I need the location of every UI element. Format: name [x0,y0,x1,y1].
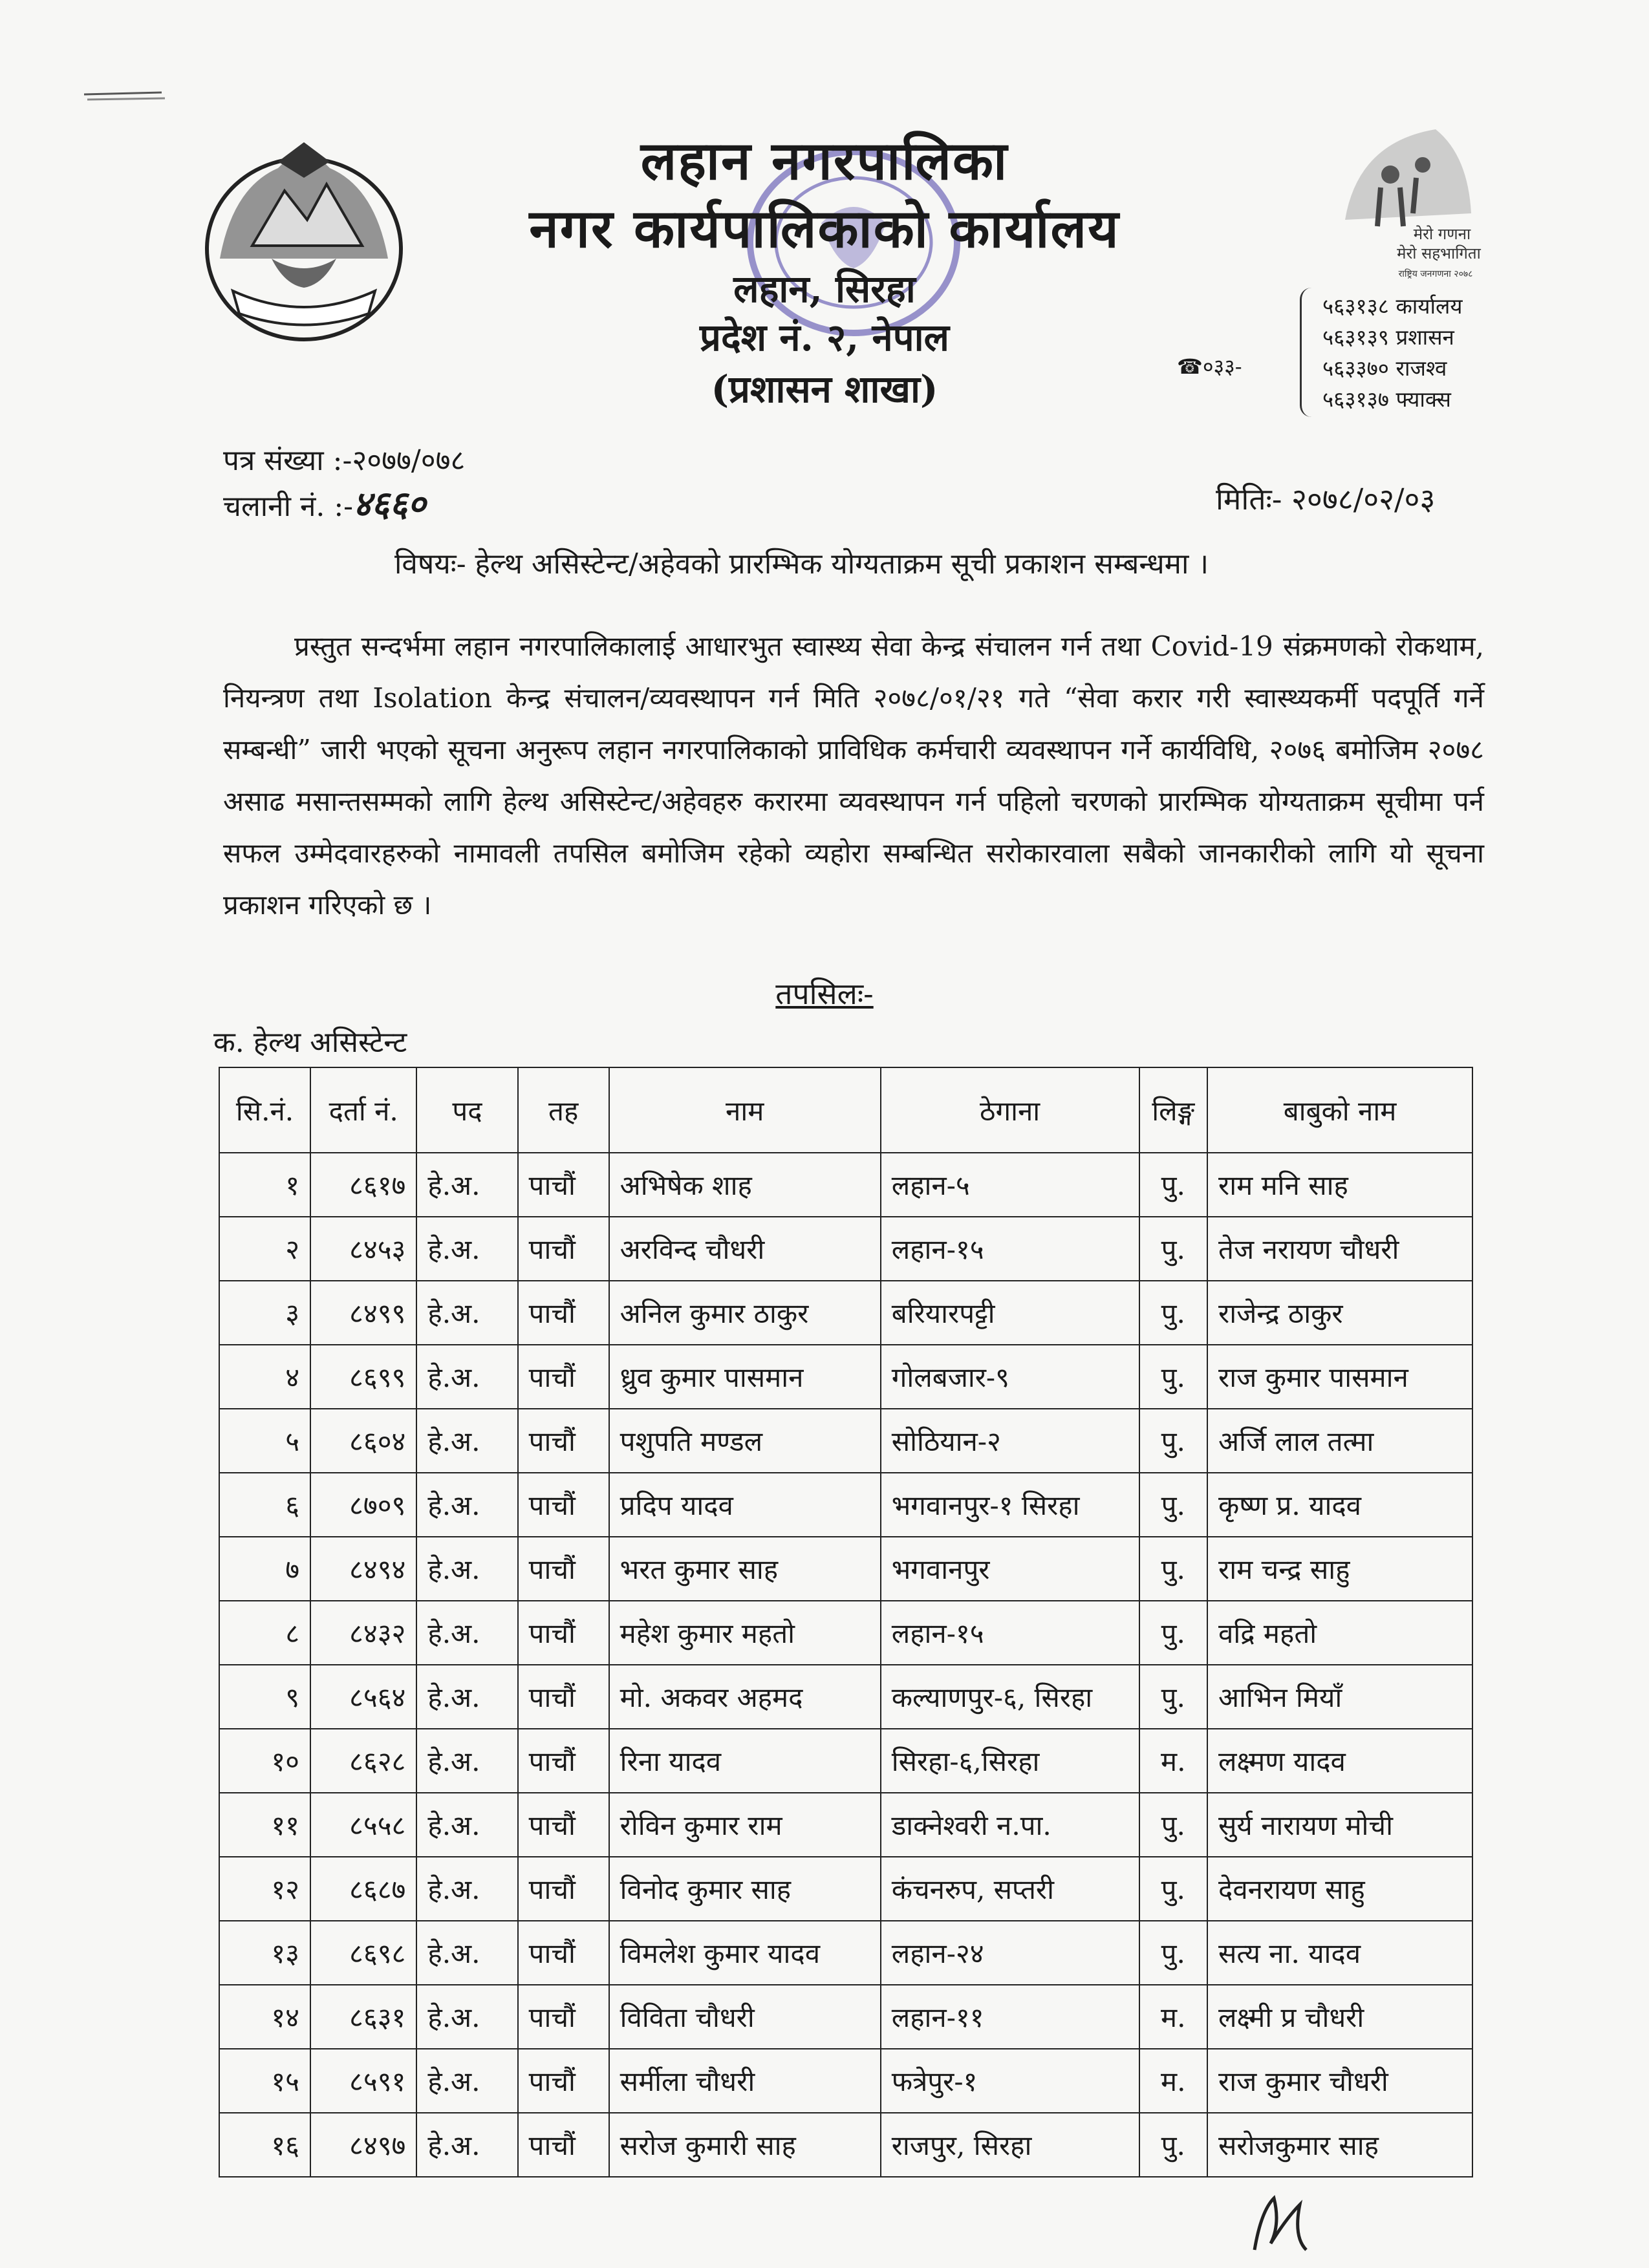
cell-level: पाचौं [518,1345,609,1409]
cell-gender: म. [1139,2049,1208,2113]
cell-gender: पु. [1139,1345,1208,1409]
cell-gender: पु. [1139,1665,1208,1729]
municipality-name: लहान नगरपालिका [640,130,1009,192]
cell-father: राज कुमार पासमान [1207,1345,1472,1409]
cell-address: लहान-१५ [881,1601,1139,1665]
cell-reg: ८६३१ [310,1985,416,2049]
header-level: तह [518,1067,609,1153]
cell-reg: ८७०९ [310,1473,416,1537]
cell-post: हे.अ. [416,1601,517,1665]
cell-sn: ७ [219,1537,310,1601]
cell-sn: १५ [219,2049,310,2113]
cell-sn: ८ [219,1601,310,1665]
cell-address: सिरहा-६,सिरहा [881,1729,1139,1793]
table-row [219,2049,1472,2113]
table-row [219,1409,1472,1473]
table-row [219,1537,1472,1601]
cell-reg: ८६२८ [310,1729,416,1793]
cell-reg: ८६१७ [310,1153,416,1217]
cell-name: सरोज कुमारी साह [609,2113,881,2177]
table-row [219,1921,1472,1985]
branch-name: (प्रशासन शाखा) [711,367,938,411]
cell-address: लहान-५ [881,1153,1139,1217]
cell-father: कृष्ण प्र. यादव [1207,1473,1472,1537]
cell-post: हे.अ. [416,1537,517,1601]
cell-father: लक्ष्मी प्र चौधरी [1207,1985,1472,2049]
cell-gender: पु. [1139,1473,1208,1537]
cell-father: राज कुमार चौधरी [1207,2049,1472,2113]
cell-sn: ५ [219,1409,310,1473]
cell-level: पाचौं [518,1601,609,1665]
cell-father: राम चन्द्र साहु [1207,1537,1472,1601]
office-name: नगर कार्यपालिकाको कार्यालय [529,198,1120,260]
cell-reg: ८६९८ [310,1921,416,1985]
cell-father: अर्जि लाल तत्मा [1207,1409,1472,1473]
cell-post: हे.अ. [416,1153,517,1217]
cell-gender: पु. [1139,1281,1208,1345]
cell-level: पाचौं [518,1153,609,1217]
table-row [219,1729,1472,1793]
header-post: पद [416,1067,517,1153]
cell-father: तेज नरायण चौधरी [1207,1217,1472,1281]
cell-name: पशुपति मण्डल [609,1409,881,1473]
cell-father: सत्य ना. यादव [1207,1921,1472,1985]
cell-level: पाचौं [518,1537,609,1601]
cell-sn: ४ [219,1345,310,1409]
dispatch-number [223,478,426,526]
cell-level: पाचौं [518,1985,609,2049]
cell-sn: ११ [219,1793,310,1857]
cell-name: प्रदिप यादव [609,1473,881,1537]
cell-name: अरविन्द चौधरी [609,1217,881,1281]
header-gender: लिङ्ग [1139,1067,1208,1153]
cell-father: देवनरायण साहु [1207,1857,1472,1921]
letter-subject: विषयः- हेल्थ असिस्टेन्ट/अहेवको प्रारम्भिक योग्यताक्रम सूची प्रकाशन सम्बन्धमा । [394,548,1209,581]
cell-reg: ८५९१ [310,2049,416,2113]
cell-address: सोठियान-२ [881,1409,1139,1473]
cell-reg: ८४९४ [310,1537,416,1601]
cell-sn: १ [219,1153,310,1217]
cell-post: हे.अ. [416,1281,517,1345]
cell-sn: ३ [219,1281,310,1345]
phone-admin: ५६३१३९ प्रशासन [1322,325,1454,350]
cell-address: भगवानपुर [881,1537,1139,1601]
paper-clip-mark [84,91,168,102]
cell-level: पाचौं [518,1729,609,1793]
svg-text:मेरो गणना: मेरो गणना [1413,225,1471,243]
phone-list [1322,291,1463,415]
cell-post: हे.अ. [416,1729,517,1793]
cell-name: अनिल कुमार ठाकुर [609,1281,881,1345]
cell-reg: ८४९७ [310,2113,416,2177]
cell-gender: पु. [1139,1537,1208,1601]
phone-prefix: ☎०३३- [1177,354,1242,379]
cell-name: महेश कुमार महतो [609,1601,881,1665]
cell-address: कल्याणपुर-६, सिरहा [881,1665,1139,1729]
signature-mark [1242,2185,1319,2256]
cell-sn: १२ [219,1857,310,1921]
cell-gender: पु. [1139,1153,1208,1217]
cell-sn: १४ [219,1985,310,2049]
phone-brace [1300,288,1316,417]
cell-gender: पु. [1139,2113,1208,2177]
section-label: क. हेल्थ असिस्टेन्ट [213,1026,407,1059]
cell-name: भरत कुमार साह [609,1537,881,1601]
candidate-table [219,1067,1473,2177]
cell-post: हे.अ. [416,1345,517,1409]
cell-level: पाचौं [518,1793,609,1857]
cell-post: हे.अ. [416,1921,517,1985]
cell-sn: २ [219,1217,310,1281]
cell-father: राजेन्द्र ठाकुर [1207,1281,1472,1345]
cell-name: सर्मीला चौधरी [609,2049,881,2113]
cell-post: हे.अ. [416,1409,517,1473]
cell-father: लक्ष्मण यादव [1207,1729,1472,1793]
cell-post: हे.अ. [416,1985,517,2049]
cell-name: विनोद कुमार साह [609,1857,881,1921]
cell-reg: ८६०४ [310,1409,416,1473]
header-sn: सि.नं. [219,1067,310,1153]
table-row [219,1217,1472,1281]
cell-sn: १६ [219,2113,310,2177]
cell-address: भगवानपुर-१ सिरहा [881,1473,1139,1537]
cell-level: पाचौं [518,1665,609,1729]
cell-address: राजपुर, सिरहा [881,2113,1139,2177]
cell-level: पाचौं [518,1857,609,1921]
cell-father: सुर्य नारायण मोची [1207,1793,1472,1857]
cell-gender: पु. [1139,1217,1208,1281]
cell-sn: १० [219,1729,310,1793]
cell-father: सरोजकुमार साह [1207,2113,1472,2177]
table-row [219,1473,1472,1537]
cell-post: हे.अ. [416,1473,517,1537]
table-header-row [219,1067,1472,1153]
office-location: लहान, सिरहा [733,267,916,311]
header-name: नाम [609,1067,881,1153]
header-address: ठेगाना [881,1067,1139,1153]
cell-sn: ९ [219,1665,310,1729]
cell-father: वद्रि महतो [1207,1601,1472,1665]
cell-name: विमलेश कुमार यादव [609,1921,881,1985]
svg-text:राष्ट्रिय जनगणना २०७८: राष्ट्रिय जनगणना २०७८ [1398,269,1473,279]
cell-address: लहान-११ [881,1985,1139,2049]
cell-address: बरियारपट्टी [881,1281,1139,1345]
table-row [219,1281,1472,1345]
cell-address: लहान-१५ [881,1217,1139,1281]
table-row [219,1665,1472,1729]
cell-level: पाचौं [518,2049,609,2113]
cell-father: आभिन मियाँ [1207,1665,1472,1729]
table-row [219,1601,1472,1665]
province-line: प्रदेश नं. २, नेपाल [699,316,950,359]
cell-post: हे.अ. [416,1857,517,1921]
cell-gender: पु. [1139,1793,1208,1857]
cell-address: डाक्नेश्वरी न.पा. [881,1793,1139,1857]
dispatch-value: ४६६० [353,484,426,524]
cell-address: कंचनरुप, सप्तरी [881,1857,1139,1921]
cell-sn: १३ [219,1921,310,1985]
cell-gender: पु. [1139,1601,1208,1665]
svg-text:मेरो सहभागिता: मेरो सहभागिता [1397,244,1481,262]
cell-level: पाचौं [518,1473,609,1537]
cell-post: हे.अ. [416,1665,517,1729]
cell-reg: ८५५८ [310,1793,416,1857]
cell-name: ध्रुव कुमार पासमान [609,1345,881,1409]
annex-heading: तपसिलः- [775,976,874,1011]
letter-body: प्रस्तुत सन्दर्भमा लहान नगरपालिकालाई आधारभुत स्वास्थ्य सेवा केन्द्र संचालन गर्न तथा Covid-19 संक्रमणको रोकथाम, नियन्त्रण तथा Isolation केन्द्र संचालन/व्यवस्थापन गर्न मिति २०७८/०१/२१ गते “सेवा करार गरी स्वास्थ्यकर्मी पदपूर्ति गर्ने सम्बन्धी” जारी भएको सूचना अनुरूप लहान नगरपालिकाको प्राविधिक कर्मचारी व्यवस्थापन गर्ने कार्यविधि, २०७६ बमोजिम २०७८ असाढ मसान्तसम्मको लागि हेल्थ असिस्टेन्ट/अहेवहरु करारमा व्यवस्थापन गर्न पहिलो चरणको प्रारम्भिक योग्यताक्रम सूचीमा पर्न सफल उम्मेदवारहरुको नामावली तपसिल बमोजिम रहेको व्यहोरा सम्बन्धित सरोकारवाला सबैको जानकारीको लागि यो सूचना प्रकाशन गरिएको छ । [223,630,1484,921]
cell-reg: ८४५३ [310,1217,416,1281]
cell-post: हे.अ. [416,1793,517,1857]
table-row [219,2113,1472,2177]
phone-fax: ५६३१३७ फ्याक्स [1322,387,1451,412]
letter-date: मितिः- २०७८/०२/०३ [1216,482,1436,517]
header-father: बाबुको नाम [1207,1067,1472,1153]
cell-gender: पु. [1139,1857,1208,1921]
cell-address: गोलबजार-९ [881,1345,1139,1409]
cell-level: पाचौं [518,1409,609,1473]
cell-reg: ८४९९ [310,1281,416,1345]
letter-reference: पत्र संख्या :-२०७७/०७८ [223,444,466,477]
phone-revenue: ५६३३७० राजश्व [1322,356,1447,381]
dispatch-label: चलानी नं. :- [223,490,354,523]
cell-post: हे.अ. [416,2049,517,2113]
table-row [219,1985,1472,2049]
table-row [219,1793,1472,1857]
table-row [219,1857,1472,1921]
cell-gender: म. [1139,1729,1208,1793]
cell-post: हे.अ. [416,2113,517,2177]
table-row [219,1345,1472,1409]
cell-level: पाचौं [518,1281,609,1345]
cell-level: पाचौं [518,1217,609,1281]
cell-name: विविता चौधरी [609,1985,881,2049]
cell-gender: म. [1139,1985,1208,2049]
cell-sn: ६ [219,1473,310,1537]
cell-reg: ८५६४ [310,1665,416,1729]
cell-reg: ८४३२ [310,1601,416,1665]
cell-level: पाचौं [518,2113,609,2177]
phone-office: ५६३१३८ कार्यालय [1322,294,1463,319]
cell-name: रिना यादव [609,1729,881,1793]
cell-name: अभिषेक शाह [609,1153,881,1217]
cell-level: पाचौं [518,1921,609,1985]
cell-address: लहान-२४ [881,1921,1139,1985]
cell-address: फत्रेपुर-१ [881,2049,1139,2113]
cell-reg: ८६८७ [310,1857,416,1921]
table-row [219,1153,1472,1217]
cell-name: रोविन कुमार राम [609,1793,881,1857]
cell-father: राम मनि साह [1207,1153,1472,1217]
cell-name: मो. अकवर अहमद [609,1665,881,1729]
cell-gender: पु. [1139,1921,1208,1985]
header-reg: दर्ता नं. [310,1067,416,1153]
cell-reg: ८६९९ [310,1345,416,1409]
cell-post: हे.अ. [416,1217,517,1281]
cell-gender: पु. [1139,1409,1208,1473]
